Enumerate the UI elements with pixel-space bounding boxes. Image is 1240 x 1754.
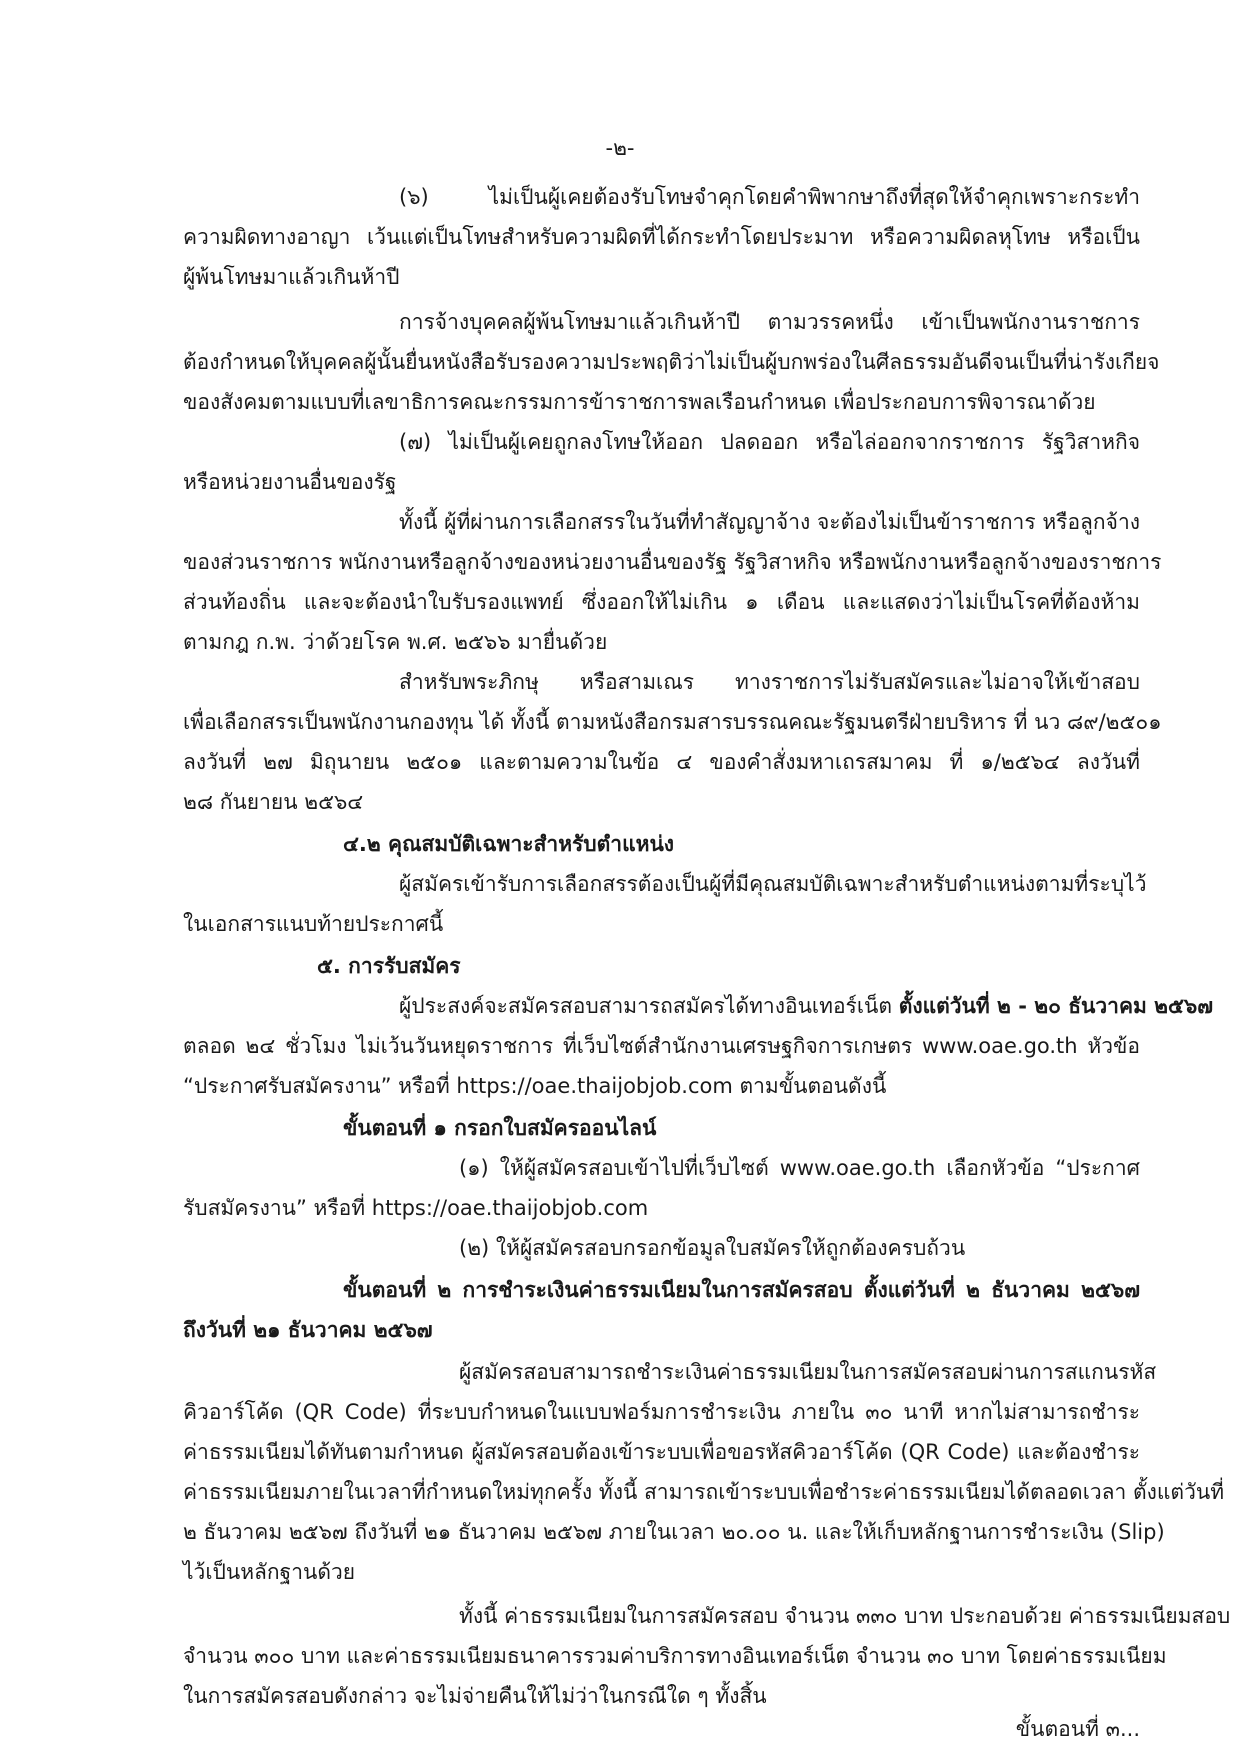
registration-intro: ผู้ประสงค์จะสมัครสอบสามารถสมัครได้ทางอินเทอร์เน็ต — [399, 994, 899, 1018]
step-2-heading: ขั้นตอนที่ ๒ การชำระเงินค่าธรรมเนียมในการสมัครสอบ ตั้งแต่วันที่ ๒ ธันวาคม ๒๕๖๗ — [343, 1278, 1140, 1302]
paragraph-line: ส่วนท้องถิ่น และจะต้องนำใบรับรองแพทย์ ซึ่งออกให้ไม่เกิน ๑ เดือน และแสดงว่าไม่เป็นโรคที่ต้องห้าม — [183, 590, 1140, 614]
paragraph-line: ตลอด ๒๔ ชั่วโมง ไม่เว้นวันหยุดราชการ ที่เว็บไซต์สำนักงานเศรษฐกิจการเกษตร www.oae.go.th หัวข้อ — [183, 1034, 1140, 1058]
paragraph-line: (๖) ไม่เป็นผู้เคยต้องรับโทษจำคุกโดยคำพิพากษาถึงที่สุดให้จำคุกเพราะกระทำ — [399, 185, 1140, 209]
paragraph-line: คิวอาร์โค้ด (QR Code) ที่ระบบกำหนดในแบบฟอร์มการชำระเงิน ภายใน ๓๐ นาที หากไม่สามารถชำระ — [183, 1400, 1140, 1424]
paragraph-line: ตามกฎ ก.พ. ว่าด้วยโรค พ.ศ. ๒๕๖๖ มายื่นด้วย — [183, 630, 608, 654]
paragraph-line: ผู้สมัครเข้ารับการเลือกสรรต้องเป็นผู้ที่มีคุณสมบัติเฉพาะสำหรับตำแหน่งตามที่ระบุไว้ — [399, 872, 1147, 896]
paragraph-line: สำหรับพระภิกษุ หรือสามเณร ทางราชการไม่รับสมัครและไม่อาจให้เข้าสอบ — [399, 670, 1140, 694]
registration-period: ตั้งแต่วันที่ ๒ - ๒๐ ธันวาคม ๒๕๖๗ — [898, 994, 1214, 1018]
paragraph-line: ไว้เป็นหลักฐานด้วย — [183, 1560, 356, 1584]
page-number: -๒- — [605, 136, 635, 160]
paragraph-line: (๗) ไม่เป็นผู้เคยถูกลงโทษให้ออก ปลดออก หรือไล่ออกจากราชการ รัฐวิสาหกิจ — [399, 430, 1140, 454]
step-1-heading: ขั้นตอนที่ ๑ กรอกใบสมัครออนไลน์ — [343, 1116, 657, 1140]
paragraph-line: ผู้สมัครสอบสามารถชำระเงินค่าธรรมเนียมในการสมัครสอบผ่านการสแกนรหัส — [459, 1360, 1157, 1384]
paragraph-line: ทั้งนี้ ผู้ที่ผ่านการเลือกสรรในวันที่ทำสัญญาจ้าง จะต้องไม่เป็นข้าราชการ หรือลูกจ้าง — [399, 510, 1140, 534]
paragraph-line: ผู้พ้นโทษมาแล้วเกินห้าปี — [183, 265, 400, 289]
paragraph-line: ความผิดทางอาญา เว้นแต่เป็นโทษสำหรับความผิดที่ได้กระทำโดยประมาท หรือความผิดลหุโทษ หรือเป็น — [183, 225, 1140, 249]
paragraph-line: ๒ ธันวาคม ๒๕๖๗ ถึงวันที่ ๒๑ ธันวาคม ๒๕๖๗ ภายในเวลา ๒๐.๐๐ น. และให้เก็บหลักฐานการชำระเงิน (Slip) — [183, 1520, 1165, 1544]
paragraph-line: ค่าธรรมเนียมภายในเวลาที่กำหนดใหม่ทุกครั้ง ทั้งนี้ สามารถเข้าระบบเพื่อชำระค่าธรรมเนียมได้ตลอดเวลา ตั้งแต่วันที่ — [183, 1480, 1225, 1504]
paragraph-line: (๑) ให้ผู้สมัครสอบเข้าไปที่เว็บไซต์ www.oae.go.th เลือกหัวข้อ “ประกาศ — [459, 1156, 1140, 1180]
paragraph-line: เพื่อเลือกสรรเป็นพนักงานกองทุน ได้ ทั้งนี้ ตามหนังสือกรมสารบรรณคณะรัฐมนตรีฝ่ายบริหาร ที่ นว ๘๙/๒๕๐๑ — [183, 710, 1162, 734]
paragraph-line: ทั้งนี้ ค่าธรรมเนียมในการสมัครสอบ จำนวน ๓๓๐ บาท ประกอบด้วย ค่าธรรมเนียมสอบ — [459, 1604, 1231, 1628]
continuation-marker: ขั้นตอนที่ ๓... — [1015, 1717, 1140, 1741]
step-2-heading-cont: ถึงวันที่ ๒๑ ธันวาคม ๒๕๖๗ — [183, 1318, 433, 1342]
paragraph-line: ในการสมัครสอบดังกล่าว จะไม่จ่ายคืนให้ไม่ว่าในกรณีใด ๆ ทั้งสิ้น — [183, 1684, 767, 1708]
paragraph-line: ค่าธรรมเนียมได้ทันตามกำหนด ผู้สมัครสอบต้องเข้าระบบเพื่อขอรหัสคิวอาร์โค้ด (QR Code) และต้องชำระ — [183, 1440, 1140, 1464]
paragraph-line: ในเอกสารแนบท้ายประกาศนี้ — [183, 912, 444, 936]
paragraph-line: หรือหน่วยงานอื่นของรัฐ — [183, 470, 397, 494]
paragraph-line: ของสังคมตามแบบที่เลขาธิการคณะกรรมการข้าราชการพลเรือนกำหนด เพื่อประกอบการพิจารณาด้วย — [183, 390, 1096, 414]
paragraph-line: จำนวน ๓๐๐ บาท และค่าธรรมเนียมธนาคารรวมค่าบริการทางอินเทอร์เน็ต จำนวน ๓๐ บาท โดยค่าธรรมเนียม — [183, 1644, 1167, 1668]
paragraph-line: การจ้างบุคคลผู้พ้นโทษมาแล้วเกินห้าปี ตามวรรคหนึ่ง เข้าเป็นพนักงานราชการ — [399, 310, 1140, 334]
paragraph-line: รับสมัครงาน” หรือที่ https://oae.thaijobjob.com — [183, 1196, 649, 1220]
paragraph-line: ลงวันที่ ๒๗ มิถุนายน ๒๕๐๑ และตามความในข้อ ๔ ของคำสั่งมหาเถรสมาคม ที่ ๑/๒๕๖๔ ลงวันที่ — [183, 750, 1140, 774]
paragraph-line — [399, 991, 1213, 1021]
section-heading-4-2: ๔.๒ คุณสมบัติเฉพาะสำหรับตำแหน่ง — [343, 832, 675, 856]
section-heading-5: ๕. การรับสมัคร — [317, 954, 461, 978]
paragraph-line: ของส่วนราชการ พนักงานหรือลูกจ้างของหน่วยงานอื่นของรัฐ รัฐวิสาหกิจ หรือพนักงานหรือลูกจ้างของราชการ — [183, 550, 1162, 574]
paragraph-line: ๒๘ กันยายน ๒๕๖๔ — [183, 790, 364, 814]
paragraph-line: (๒) ให้ผู้สมัครสอบกรอกข้อมูลใบสมัครให้ถูกต้องครบถ้วน — [459, 1236, 966, 1260]
paragraph-line: ต้องกำหนดให้บุคคลผู้นั้นยื่นหนังสือรับรองความประพฤติว่าไม่เป็นผู้บกพร่องในศีลธรรมอันดีจนเป็นที่น่ารังเกียจ — [183, 350, 1160, 374]
paragraph-line: “ประกาศรับสมัครงาน” หรือที่ https://oae.thaijobjob.com ตามขั้นตอนดังนี้ — [183, 1074, 887, 1098]
